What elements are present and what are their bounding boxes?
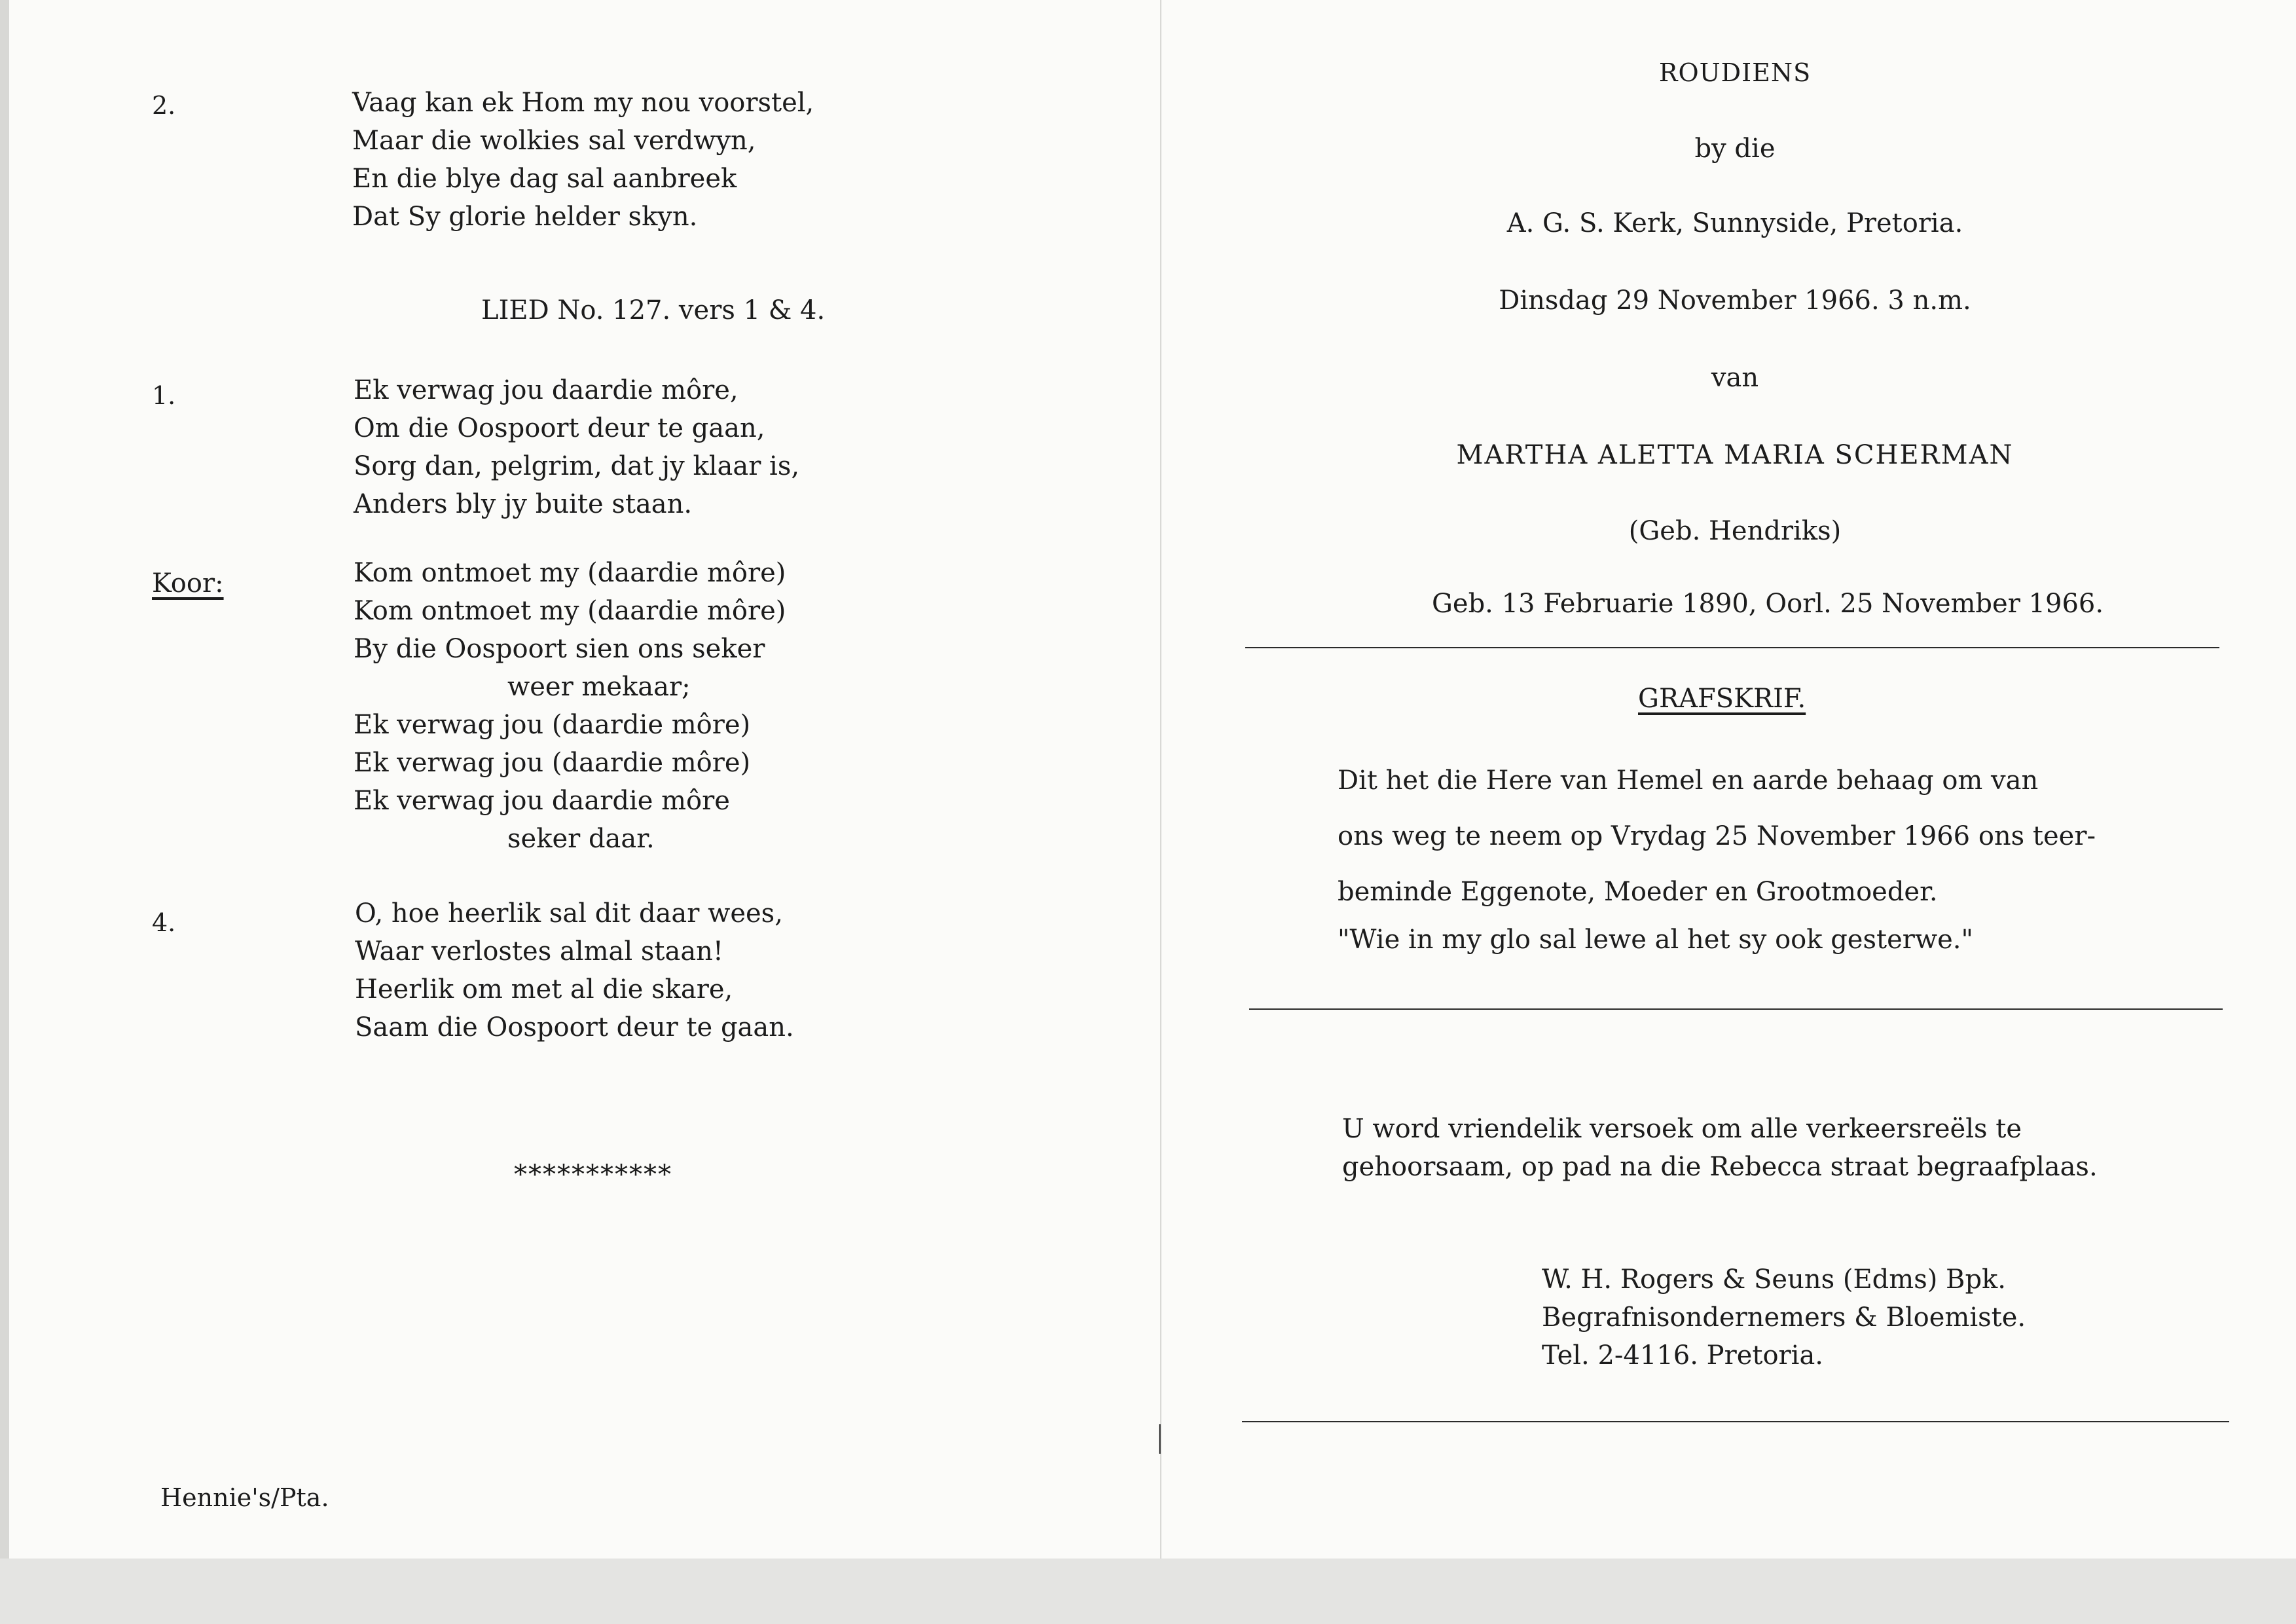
epitaph-line: "Wie in my glo sal lewe al het sy ook gesterwe." bbox=[1338, 925, 1973, 955]
traffic-notice-line: U word vriendelik versoek om alle verkeersreëls te bbox=[1342, 1114, 2022, 1144]
life-dates: Geb. 13 Februarie 1890, Oorl. 25 November 1966. bbox=[1431, 589, 2104, 619]
stanza-1 bbox=[354, 371, 799, 523]
by-die-text: by die bbox=[1694, 134, 1776, 164]
traffic-notice bbox=[1342, 1110, 2098, 1186]
church-name: A. G. S. Kerk, Sunnyside, Pretoria. bbox=[1506, 208, 1963, 238]
epitaph-title: GRAFSKRIF. bbox=[1638, 684, 1806, 714]
fold-mark bbox=[1159, 1424, 1161, 1454]
epitaph-text bbox=[1338, 753, 2096, 959]
stanza-1-line: Anders bly jy buite staan. bbox=[354, 489, 693, 519]
hymn-title: LIED No. 127. vers 1 & 4. bbox=[481, 295, 826, 325]
undertaker-line: W. H. Rogers & Seuns (Edms) Bpk. bbox=[1542, 1264, 2007, 1295]
chorus-line: By die Oospoort sien ons seker bbox=[354, 634, 765, 664]
stanza-1-number: 1. bbox=[152, 381, 176, 410]
chorus-line: Kom ontmoet my (daardie môre) bbox=[354, 558, 786, 588]
undertaker-block bbox=[1542, 1261, 2026, 1375]
service-date-time: Dinsdag 29 November 1966. 3 n.m. bbox=[1499, 286, 1971, 316]
stanza-2-line: Vaag kan ek Hom my nou voorstel, bbox=[352, 88, 814, 118]
epitaph-line: Dit het die Here van Hemel en aarde behaag om van bbox=[1338, 766, 2039, 796]
stanza-4-line: Saam die Oospoort deur te gaan. bbox=[355, 1012, 794, 1043]
stanza-2-line: En die blye dag sal aanbreek bbox=[352, 164, 737, 194]
chorus-line: Ek verwag jou (daardie môre) bbox=[354, 748, 751, 778]
chorus bbox=[354, 554, 786, 858]
paper-edge bbox=[0, 0, 9, 1559]
stanza-1-line: Om die Oospoort deur te gaan, bbox=[354, 413, 765, 443]
stanza-2-number: 2. bbox=[152, 91, 176, 120]
divider-line bbox=[1249, 1008, 2223, 1010]
divider-line bbox=[1245, 647, 2219, 648]
undertaker-line: Tel. 2-4116. Pretoria. bbox=[1542, 1340, 1823, 1371]
undertaker-line: Begrafnisondernemers & Bloemiste. bbox=[1542, 1302, 2026, 1333]
deceased-name: MARTHA ALETTA MARIA SCHERMAN bbox=[1456, 440, 2014, 470]
stanza-4-line: Waar verlostes almal staan! bbox=[355, 936, 724, 967]
stanza-1-line: Ek verwag jou daardie môre, bbox=[354, 375, 738, 405]
chorus-line: Kom ontmoet my (daardie môre) bbox=[354, 596, 786, 626]
stanza-2-line: Maar die wolkies sal verdwyn, bbox=[352, 126, 756, 156]
epitaph-line: ons weg te neem op Vrydag 25 November 1966 ons teer- bbox=[1338, 821, 2096, 851]
maiden-name: (Geb. Hendriks) bbox=[1628, 516, 1842, 546]
chorus-line: Ek verwag jou (daardie môre) bbox=[354, 710, 751, 740]
stanza-2-line: Dat Sy glorie helder skyn. bbox=[352, 202, 698, 232]
stanza-2 bbox=[352, 84, 814, 236]
scanner-background bbox=[0, 1559, 2296, 1624]
traffic-notice-line: gehoorsaam, op pad na die Rebecca straat begraafplaas. bbox=[1342, 1152, 2098, 1182]
service-heading: ROUDIENS bbox=[1658, 58, 1812, 87]
epitaph-line: beminde Eggenote, Moeder en Grootmoeder. bbox=[1338, 877, 1938, 907]
chorus-label: Koor: bbox=[152, 568, 224, 599]
stanza-1-line: Sorg dan, pelgrim, dat jy klaar is, bbox=[354, 451, 800, 481]
chorus-line: seker daar. bbox=[507, 824, 655, 854]
van-text: van bbox=[1711, 363, 1759, 393]
printer-credit: Hennie's/Pta. bbox=[160, 1483, 329, 1512]
chorus-line: weer mekaar; bbox=[507, 672, 691, 702]
stars-divider: *********** bbox=[514, 1160, 672, 1190]
stanza-4-number: 4. bbox=[152, 908, 176, 937]
center-fold bbox=[1160, 0, 1161, 1559]
divider-line bbox=[1242, 1421, 2229, 1422]
stanza-4-line: Heerlik om met al die skare, bbox=[355, 974, 733, 1005]
stanza-4-line: O, hoe heerlik sal dit daar wees, bbox=[355, 898, 783, 929]
chorus-line: Ek verwag jou daardie môre bbox=[354, 786, 730, 816]
stanza-4 bbox=[355, 895, 794, 1046]
